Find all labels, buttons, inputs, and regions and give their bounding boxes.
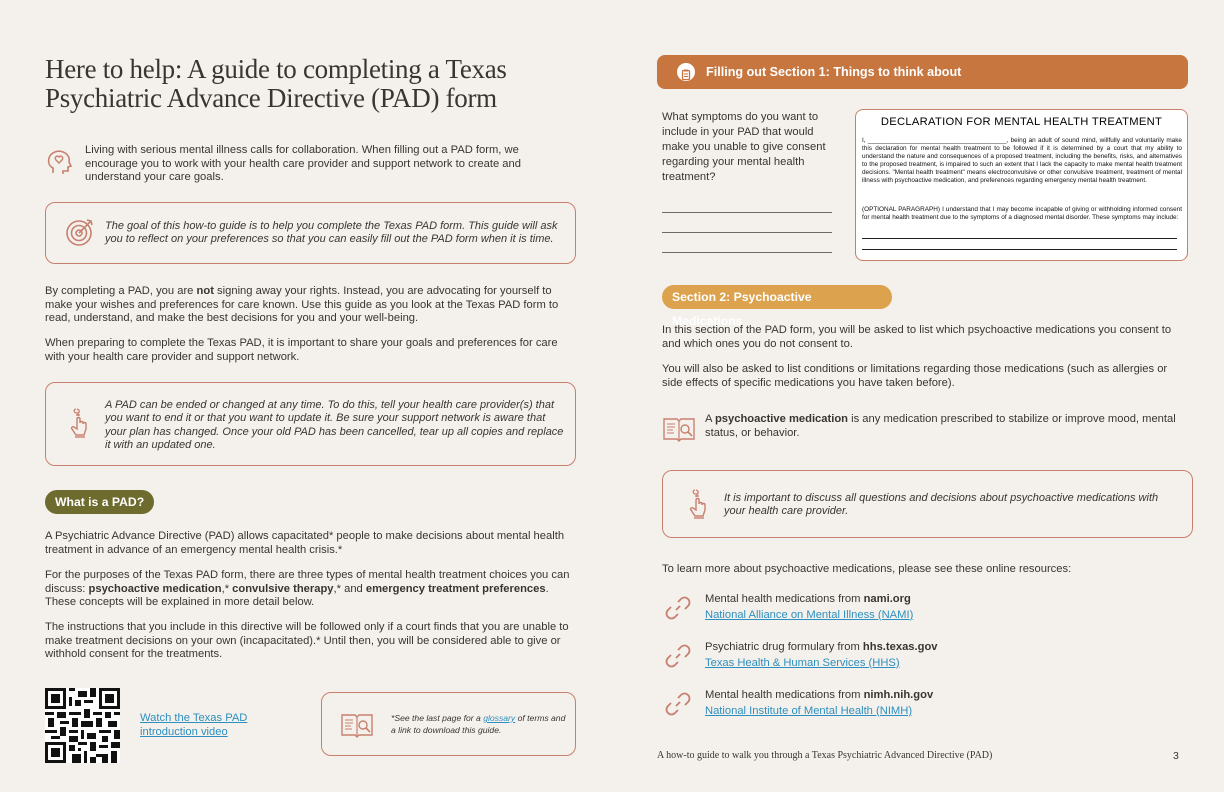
resource-item bbox=[705, 688, 1165, 719]
symptoms-question: What symptoms do you want to include in your PAD that would make you unable to give consent regarding your mental health treatment? bbox=[662, 111, 826, 183]
rights-paragraph bbox=[45, 285, 565, 326]
resource-link[interactable]: National Alliance on Mental Illness (NAMI) bbox=[705, 608, 914, 621]
glossary-text bbox=[391, 712, 569, 736]
definition-bold: psychoactive medication bbox=[714, 413, 849, 425]
head-heart-icon bbox=[45, 148, 75, 178]
types-b2: convulsive therapy bbox=[232, 582, 334, 595]
glossary-callout-box bbox=[321, 692, 576, 756]
resource-site: hhs.texas.gov bbox=[862, 641, 938, 653]
book-search-icon bbox=[340, 711, 374, 739]
declaration-line bbox=[862, 249, 1177, 250]
resource-pre: Mental health medications from bbox=[705, 689, 864, 701]
glossary-link[interactable]: glossary bbox=[483, 713, 516, 723]
types-m2: ,* and bbox=[333, 582, 366, 595]
discuss-text: It is important to discuss all questions and decisions about psychoactive medications with your health care provider. bbox=[724, 492, 1159, 518]
change-callout-box bbox=[45, 382, 576, 466]
rights-post: signing away your rights. Instead, you are advocating for yourself to make your wishes and preferences for care known. Use this guide as you look at the Texas PAD form to read, understand, and make the best decisions for you and your well-being. bbox=[45, 285, 559, 325]
finger-reminder-icon bbox=[688, 488, 708, 522]
resource-pre: Mental health medications from bbox=[705, 593, 864, 605]
section2-p1: In this section of the PAD form, you will be asked to list which psychoactive medications you consent to and which ones you do not consent to. bbox=[662, 324, 1172, 350]
resource-item bbox=[705, 640, 1165, 671]
qr-code-icon[interactable] bbox=[45, 688, 120, 763]
instructions-paragraph: The instructions that you include in this directive will be followed only if a court finds that you are unable to make treatment decisions on your own (incapacitated).* Until then, you will be considered able to give or withhold consent for the treatments. bbox=[45, 621, 569, 661]
resource-link[interactable]: Texas Health & Human Services (HHS) bbox=[705, 656, 900, 669]
finger-reminder-icon bbox=[69, 407, 89, 441]
types-post: . These concepts will be explained in more detail below. bbox=[45, 582, 549, 609]
what-is-pad-pill: What is a PAD? bbox=[45, 490, 154, 514]
section2-pill: Section 2: Psychoactive Medications bbox=[662, 285, 892, 309]
preparing-paragraph: When preparing to complete the Texas PAD, it is important to share your goals and preferences for care with your health care provider and support network. bbox=[45, 337, 558, 363]
section1-banner-text: Filling out Section 1: Things to think about bbox=[706, 65, 962, 79]
page-number: 3 bbox=[1173, 750, 1179, 762]
types-paragraph bbox=[45, 569, 575, 610]
resource-link[interactable]: National Institute of Mental Health (NIMH) bbox=[705, 704, 913, 717]
page-footer: A how-to guide to walk you through a Texas Psychiatric Advanced Directive (PAD) bbox=[657, 750, 993, 761]
declaration-body: I, _______________________________________, being an adult of sound mind, willfully and voluntarily make this declaration for mental health treatment to be followed if it is determined by a court that my ability to understand the nature and consequences of a proposed treatment, including the benefits, risks, and alternatives to the proposed treatment, is impaired to such an extent that I lack the capacity to make mental health treatment decisions. "Mental health treatment" means electroconvulsive or other convulsive treatment, treatment of mental illness with psychoactive medication, and preferences regarding emergency mental health treatment. bbox=[862, 137, 1182, 184]
link-chain-icon bbox=[665, 691, 691, 717]
definition-paragraph bbox=[705, 413, 1185, 440]
declaration-line bbox=[862, 238, 1177, 239]
answer-line[interactable] bbox=[662, 232, 832, 233]
rights-bold: not bbox=[196, 285, 214, 297]
declaration-optional: (OPTIONAL PARAGRAPH) I understand that I may become incapable of giving or withholding informed consent for mental health treatment due to the symptoms of a diagnosed mental disorder. These symptoms may include: bbox=[862, 206, 1182, 221]
link-chain-icon bbox=[665, 643, 691, 669]
resource-site: nami.org bbox=[863, 593, 911, 605]
answer-line[interactable] bbox=[662, 212, 832, 213]
resource-item bbox=[705, 592, 1165, 623]
learn-more-paragraph: To learn more about psychoactive medications, please see these online resources: bbox=[662, 563, 1072, 575]
glossary-pre: *See the last page for a bbox=[391, 713, 484, 723]
resource-pre: Psychiatric drug formulary from bbox=[705, 641, 863, 653]
clipboard-icon bbox=[677, 63, 695, 81]
change-text: A PAD can be ended or changed at any time. To do this, tell your health care provider(s) that you want to end it or that you want to update it. Be sure your support network is aware that your plan has changed. Once your old PAD has been cancelled, tear up all copies and replace it with an updated one. bbox=[105, 399, 564, 452]
discuss-callout-box bbox=[662, 470, 1193, 538]
types-b3: emergency treatment preferences bbox=[365, 582, 546, 595]
section2-p2: You will also be asked to list conditions or limitations regarding those medications (such as allergies or side effects of specific medications you have taken before). bbox=[662, 363, 1168, 389]
section1-banner bbox=[657, 55, 1188, 89]
declaration-form-excerpt bbox=[855, 109, 1188, 261]
types-m1: ,* bbox=[221, 582, 233, 595]
video-link[interactable]: Watch the Texas PAD introduction video bbox=[140, 712, 248, 738]
definition-post: is any medication prescribed to stabilize or improve mood, mental status, or behavior. bbox=[705, 413, 1176, 439]
types-b1: psychoactive medication bbox=[88, 582, 222, 595]
types-pre: For the purposes of the Texas PAD form, there are three types of mental health treatment choices you can discuss: bbox=[45, 569, 570, 595]
what-p1: A Psychiatric Advance Directive (PAD) allows capacitated* people to make decisions about mental health treatment in advance of an emergency mental health crisis.* bbox=[45, 530, 565, 556]
book-search-icon bbox=[662, 415, 696, 443]
resource-site: nimh.nih.gov bbox=[863, 689, 934, 701]
link-chain-icon bbox=[665, 595, 691, 621]
rights-pre: By completing a PAD, you are bbox=[45, 285, 197, 297]
declaration-title: DECLARATION FOR MENTAL HEALTH TREATMENT bbox=[880, 116, 1163, 128]
target-icon bbox=[65, 217, 95, 247]
definition-pre: A bbox=[705, 413, 715, 425]
intro-paragraph: Living with serious mental illness calls for collaboration. When filling out a PAD form, we encourage you to work with your health care provider and support network to create and understand your care goals. bbox=[85, 144, 521, 184]
page-title: Here to help: A guide to completing a Texas Psychiatric Advance Directive (PAD) form bbox=[45, 54, 507, 113]
goal-callout-box bbox=[45, 202, 576, 264]
glossary-post: of terms and a link to download this guide. bbox=[391, 713, 566, 735]
answer-line[interactable] bbox=[662, 252, 832, 253]
goal-text: The goal of this how-to guide is to help you complete the Texas PAD form. This guide will ask you to reflect on your preferences so that you can easily fill out the PAD form when it is time. bbox=[105, 220, 558, 246]
